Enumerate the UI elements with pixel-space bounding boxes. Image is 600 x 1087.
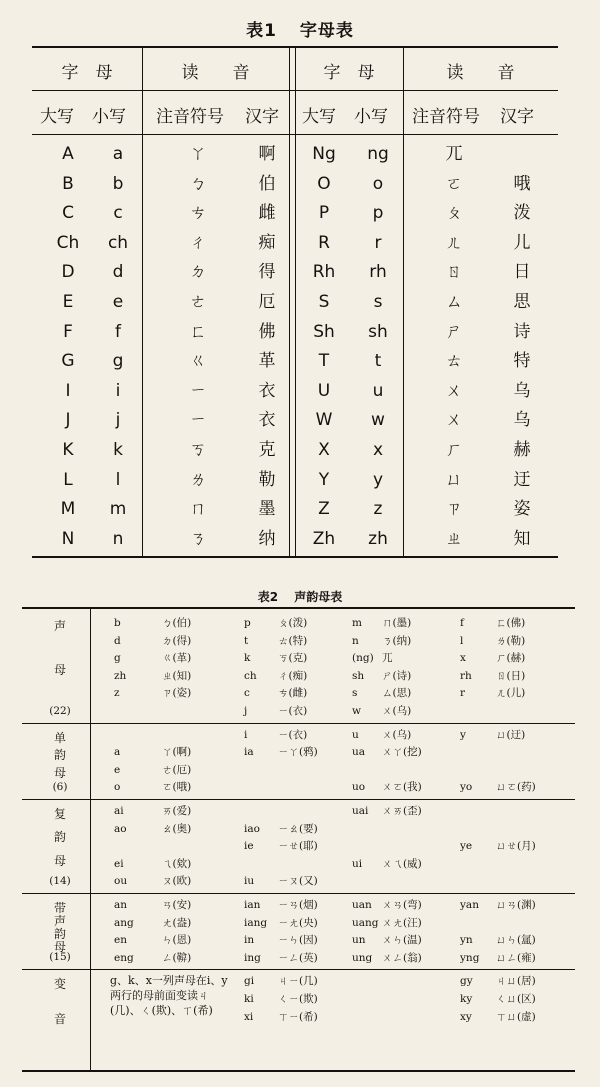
latin-letter-cell: uo [352,781,366,794]
section-3-category-char: 母 [53,940,66,955]
left-lower-cell: g [112,351,124,372]
latin-letter-cell: w [352,705,361,717]
right-zhuyin-cell: ㄫ [445,144,463,164]
left-lower-cell: j [115,410,121,431]
section-divider [22,969,575,970]
latin-letter-cell: uang [352,916,379,929]
left-zhuyin-cell: ㄎ [189,440,207,460]
left-hanzi-cell: 革 [258,351,276,372]
zhuyin-reading-cell: ㄩ(迂) [496,728,526,741]
initials-finals-table [22,607,575,1072]
right-upper-cell: T [318,351,330,372]
latin-letter-cell: ian [244,899,261,911]
zhuyin-reading-cell: ㄐㄧ(几) [278,975,318,988]
zhuyin-reading-cell: ㄒㄩ(虚) [496,1010,536,1023]
left-zhuyin-cell: ㄉ [189,262,207,283]
left-zhuyin-cell: ㄘ [189,203,207,224]
right-upper-cell: S [318,292,330,312]
left-hanzi-cell: 衣 [258,380,276,401]
latin-letter-cell: ei [114,857,124,870]
zhuyin-reading-cell: ㄒㄧ(希) [278,1010,318,1023]
section-4-category-char: 变 [53,977,66,992]
left-upper-cell: Ch [56,232,80,253]
left-upper-cell: K [62,440,74,460]
latin-letter-cell: k [244,652,251,665]
latin-letter-cell: en [114,934,127,947]
zhuyin-reading-cell: ㄡ(欧) [162,875,192,888]
section-divider [22,723,575,724]
latin-letter-cell: ie [244,840,254,853]
right-upper-cell: W [315,410,333,431]
left-upper-cell: A [62,144,74,164]
zhuyin-reading-cell: ㄎ(克) [278,652,308,665]
section-divider [22,799,575,800]
section-divider [22,893,575,894]
right-zhuyin-cell: ㄨ [445,380,463,401]
alphabet-table [32,46,558,558]
table1-title [0,16,600,41]
left-lower-cell: c [113,203,123,224]
right-hanzi-cell: 哦 [513,173,531,194]
left-upper-cell: C [62,203,74,224]
right-lower-cell: u [372,380,384,401]
left-upper-cell: J [65,410,71,431]
left-upper-cell: G [61,351,75,372]
latin-letter-cell: eng [114,951,134,964]
right-lower-cell: y [372,469,384,490]
right-lower-cell: p [372,203,384,224]
zhuyin-reading-cell: ㄨㄞ(歪) [382,805,422,817]
right-hanzi-cell: 乌 [513,380,531,401]
latin-letter-cell: p [244,617,251,629]
latin-letter-cell: ao [114,822,127,835]
right-zhuyin-cell: ㄊ [445,351,463,372]
right-lower-cell: w [371,410,385,431]
right-upper-cell: Y [318,469,330,490]
latin-letter-cell: u [352,728,359,741]
left-zhuyin-cell: ㄇ [189,499,207,520]
latin-letter-cell: iao [244,822,260,835]
left-hanzi-cell: 痴 [258,232,276,253]
zhuyin-reading-cell: ㄗ(姿) [162,687,192,700]
left-hanzi-cell: 纳 [258,528,276,549]
right-upper-cell: Sh [313,321,335,342]
section-0-category-char: 声 [53,619,66,633]
section-2-category-char: 母 [53,853,66,868]
right-zhuyin-cell: ㄏ [445,440,463,460]
latin-letter-cell: i [244,728,248,741]
left-upper-cell: I [65,380,71,401]
table2-title [0,588,600,605]
table2-top-rule [22,607,575,609]
latin-letter-cell: d [114,634,121,647]
latin-letter-cell: ia [244,746,254,759]
section-1-category-char: 单 [53,730,66,745]
latin-letter-cell: yn [460,934,473,947]
zhuyin-reading-cell: ㄣ(恩) [162,934,192,947]
right-hanzi-cell: 姿 [513,499,531,520]
right-zhuyin-cell: ㄕ [445,321,463,342]
left-lower-cell: l [115,469,121,490]
left-hanzi-cell: 啊 [258,144,276,164]
left-lower-cell: a [112,144,124,164]
right-hanzi-cell: 乌 [513,410,531,431]
header-zhuyin-right: 注音符号 [412,107,480,127]
zhuyin-reading-cell: ㄕ(诗) [382,669,412,682]
latin-letter-cell: uan [352,899,372,911]
zhuyin-reading-cell: ㄠ(奥) [162,822,192,835]
left-hanzi-cell: 厄 [258,292,276,312]
left-lower-cell: m [109,499,127,520]
latin-letter-cell: r [460,687,466,700]
right-lower-cell: zh [368,528,388,549]
right-hanzi-cell: 日 [513,262,531,283]
zhuyin-reading-cell: ㄧㄣ(因) [278,934,318,947]
zhuyin-reading-cell: ㄩㄢ(渊) [496,899,536,911]
header-upper-right: 大写 [302,107,336,127]
table2-title-text: 声韵母表 [294,590,343,604]
zhuyin-reading-cell: ㄨㄚ(挖) [382,746,422,759]
zhuyin-reading-cell: ㄧㄥ(英) [278,951,318,964]
zhuyin-reading-cell: ㄉ(得) [162,634,192,647]
zhuyin-reading-cell: ㄋ(纳) [382,634,412,647]
zhuyin-reading-cell: ㄥ(鞥) [162,951,192,964]
right-upper-cell: R [318,232,330,253]
right-lower-cell: z [373,499,383,520]
latin-letter-cell: g [114,652,121,665]
left-upper-cell: M [60,499,76,520]
right-hanzi-cell: 儿 [513,232,531,253]
left-hanzi-cell: 墨 [258,499,276,520]
zhuyin-reading-cell: ㄛ(哦) [162,781,192,794]
section-3-category-char: 声 [53,914,66,929]
left-hanzi-cell: 衣 [258,410,276,431]
zhuyin-reading-cell: ㄇ(墨) [382,617,412,629]
zhuyin-reading-cell: ㄐㄩ(居) [496,975,536,988]
header-letter-right: 字 母 [323,63,375,83]
right-upper-cell: Ng [312,144,336,164]
left-zhuyin-cell: ㄚ [189,144,207,164]
right-upper-cell: P [318,203,330,224]
zhuyin-reading-cell: ㄩㄥ(雍) [496,951,536,964]
right-lower-cell: ng [367,144,389,164]
left-upper-cell: D [61,262,75,283]
left-hanzi-cell: 伯 [258,173,276,194]
left-lower-cell: b [112,173,124,194]
left-lower-cell: e [112,292,124,312]
latin-letter-cell: a [114,746,121,759]
zhuyin-reading-cell: ㄧ(衣) [278,728,308,741]
zhuyin-reading-cell: ㄍ(革) [162,652,192,665]
latin-letter-cell: sh [352,669,365,682]
right-upper-cell: Rh [312,262,336,283]
latin-letter-cell: e [114,763,121,776]
latin-letter-cell: un [352,934,366,947]
zhuyin-reading-cell: ㄧㄚ(鸦) [278,746,318,759]
latin-letter-cell: b [114,617,121,629]
latin-letter-cell: ch [244,669,257,682]
zhuyin-reading-cell: ㄑㄩ(区) [496,993,536,1005]
zhuyin-reading-cell: ㄩㄝ(月) [496,840,536,853]
left-zhuyin-cell: ㄈ [189,321,207,342]
section-0-category-char: (22) [49,704,71,717]
table2-category-divider [90,607,91,1072]
left-upper-cell: L [63,469,73,490]
zhuyin-reading-cell: ㄧ(衣) [278,705,308,717]
latin-letter-cell: x [460,652,466,665]
left-lower-cell: n [112,528,124,549]
latin-letter-cell: ung [352,951,373,964]
zhuyin-reading-cell: ㄞ(爱) [162,805,192,817]
latin-letter-cell: ou [114,875,128,888]
latin-letter-cell: ang [114,916,134,929]
zhuyin-reading-cell: ㄢ(安) [162,899,192,911]
zhuyin-reading-cell: ㄨㄢ(弯) [382,899,422,911]
table2-title-number: 表2 [257,590,279,604]
latin-letter-cell: ki [244,993,254,1005]
zhuyin-reading-cell: ㄨㄣ(温) [382,934,422,947]
table2-bottom-rule [22,1070,575,1072]
section-2-category-char: 复 [53,807,66,821]
latin-letter-cell: yan [460,899,479,911]
zhuyin-reading-cell: ㄦ(儿) [496,687,526,700]
left-zhuyin-cell: ㄧ [189,410,207,431]
header-reading-right: 读 音 [446,63,515,83]
left-hanzi-cell: 克 [258,440,276,460]
left-hanzi-cell: 佛 [258,321,276,342]
zhuyin-reading-cell: ㄊ(特) [278,634,308,647]
zhuyin-reading-cell: ㄧㄠ(要) [278,822,318,835]
left-upper-cell: E [62,292,74,312]
zhuyin-reading-cell: ㄟ(欸) [162,857,192,870]
header-zhuyin-left: 注音符号 [156,107,224,127]
latin-letter-cell: c [244,687,250,700]
latin-letter-cell: n [352,634,359,647]
right-upper-cell: Zh [312,528,336,549]
zhuyin-reading-cell: ㄔ(痴) [278,669,308,682]
latin-letter-cell: yng [460,951,480,964]
zhuyin-reading-cell: ㄧㄤ(央) [278,916,318,929]
latin-letter-cell: (ng) [352,652,374,665]
latin-letter-cell: uai [352,805,369,817]
section-1-category-char: 母 [53,765,66,780]
zhuyin-reading-cell: ㄨ(乌) [382,705,412,717]
zhuyin-reading-cell: ㄈ(佛) [496,617,526,629]
left-upper-cell: F [63,321,73,342]
zhuyin-reading-cell: ㄖ(日) [496,669,526,682]
zhuyin-reading-cell: ㄅ(伯) [162,617,192,629]
left-lower-cell: k [113,440,123,460]
header-hanzi-left: 汉字 [245,107,279,127]
left-zhuyin-cell: ㄜ [189,292,207,312]
latin-letter-cell: gi [244,975,255,988]
latin-letter-cell: an [114,899,128,911]
latin-letter-cell: m [352,617,362,629]
right-upper-cell: U [317,380,331,401]
latin-letter-cell: yo [460,781,473,794]
zhuyin-reading-cell: ㄨㄛ(我) [382,781,422,794]
zhuyin-reading-cell: ㄑㄧ(欺) [278,993,318,1005]
section-3-category-char: 韵 [53,927,66,942]
latin-letter-cell: s [352,687,358,700]
left-hanzi-cell: 雌 [258,203,276,224]
zhuyin-reading-cell: ㄤ(盎) [162,916,192,929]
zhuyin-reading-cell: ㄨㄟ(威) [382,857,422,870]
zhuyin-reading-cell: ㄧㄢ(烟) [278,899,318,911]
latin-letter-cell: ai [114,805,124,817]
zhuyin-reading-cell: ㄩㄣ(氲) [496,934,536,947]
right-upper-cell: X [318,440,330,460]
right-zhuyin-cell: ㄛ [445,173,463,194]
section-3-category-char: 带 [53,901,66,915]
zhuyin-reading-cell: ㄆ(泼) [278,617,308,629]
section-1-category-char: 韵 [53,748,66,763]
left-lower-cell: f [115,321,121,342]
right-zhuyin-cell: ㄙ [445,292,463,312]
section-0-category-char: 母 [53,662,66,677]
right-zhuyin-cell: ㄗ [445,499,463,520]
zhuyin-reading-cell: ㄨㄤ(汪) [382,916,422,929]
latin-letter-cell: ua [352,746,366,759]
right-lower-cell: o [372,173,384,194]
latin-letter-cell: iang [244,916,268,929]
right-hanzi-cell: 赫 [513,440,531,460]
table1-title-number: 表1 [246,21,277,41]
latin-letter-cell: zh [114,669,127,682]
right-lower-cell: r [374,232,382,253]
right-zhuyin-cell: ㄖ [445,262,463,283]
section-4-category-char: 音 [53,1012,66,1027]
latin-letter-cell: gy [460,975,473,988]
left-lower-cell: ch [107,232,129,253]
right-zhuyin-cell: ㄆ [445,203,463,224]
left-lower-cell: i [115,380,121,401]
right-lower-cell: rh [369,262,387,283]
latin-letter-cell: ye [460,840,473,853]
zhuyin-reading-cell: ㄙ(思) [382,687,412,700]
right-zhuyin-cell: ㄓ [445,528,463,549]
right-hanzi-cell: 诗 [513,321,531,342]
latin-letter-cell: in [244,934,255,947]
zhuyin-reading-cell: ㄏ(赫) [496,652,526,665]
left-upper-cell: N [61,528,75,549]
zhuyin-reading-cell: ㄨ(乌) [382,728,412,741]
zhuyin-reading-cell: ㄨㄥ(翁) [382,951,422,964]
right-lower-cell: t [374,351,382,372]
right-lower-cell: s [373,292,383,312]
latin-letter-cell: l [460,634,464,647]
left-hanzi-cell: 勒 [258,469,276,490]
variant-note: g、k、x一列声母在i、y两行的母前面变读ㄐ(几)、ㄑ(欺)、ㄒ(希) [110,974,228,1018]
latin-letter-cell: o [114,781,121,794]
header-lower-right: 小写 [354,107,388,127]
right-zhuyin-cell: ㄩ [445,469,463,490]
latin-letter-cell: ui [352,857,363,870]
left-zhuyin-cell: ㄔ [189,232,207,253]
header-lower-left: 小写 [92,107,126,127]
left-zhuyin-cell: ㄅ [189,173,207,194]
zhuyin-reading-cell: ㄓ(知) [162,669,192,682]
zhuyin-reading-cell: ㄚ(啊) [162,746,192,759]
header-letter-left: 字 母 [61,63,113,83]
right-lower-cell: x [372,440,384,460]
latin-letter-cell: ky [460,993,473,1005]
zhuyin-reading-cell: ㄘ(雌) [278,687,308,700]
zhuyin-reading-cell: ㄜ(厄) [162,763,192,776]
right-hanzi-cell: 知 [513,528,531,549]
latin-letter-cell: t [244,634,249,647]
right-lower-cell: sh [368,321,388,342]
right-hanzi-cell: 特 [513,351,531,372]
right-upper-cell: Z [318,499,330,520]
left-zhuyin-cell: ㄧ [189,380,207,401]
header-hanzi-right: 汉字 [500,107,534,127]
latin-letter-cell: z [114,687,120,700]
latin-letter-cell: f [460,617,464,629]
latin-letter-cell: j [244,705,248,717]
zhuyin-reading-cell: ㄫ [382,652,393,665]
left-zhuyin-cell: ㄍ [189,351,207,372]
zhuyin-reading-cell: ㄧㄝ(耶) [278,840,318,853]
latin-letter-cell: rh [460,669,472,682]
latin-letter-cell: iu [244,875,255,888]
latin-letter-cell: ing [244,951,261,964]
right-zhuyin-cell: ㄦ [445,232,463,253]
table1-title-text: 字母表 [299,21,354,41]
right-hanzi-cell: 迂 [513,469,531,490]
latin-letter-cell: xi [244,1010,254,1023]
zhuyin-reading-cell: ㄌ(勒) [496,634,526,647]
section-1-category-char: (6) [52,781,68,793]
header-upper-left: 大写 [40,107,74,127]
right-hanzi-cell: 思 [513,292,531,312]
left-zhuyin-cell: ㄋ [189,528,207,549]
header-reading-left: 读 音 [181,63,250,83]
right-upper-cell: O [317,173,331,194]
right-zhuyin-cell: ㄨ [445,410,463,431]
latin-letter-cell: y [460,728,466,741]
zhuyin-reading-cell: ㄧㄡ(又) [278,875,318,888]
left-hanzi-cell: 得 [258,262,276,283]
section-2-category-char: (14) [49,875,71,887]
left-upper-cell: B [62,173,74,194]
zhuyin-reading-cell: ㄩㄛ(药) [496,781,536,794]
left-zhuyin-cell: ㄌ [189,469,207,490]
section-3-category-char: (15) [49,951,71,964]
latin-letter-cell: xy [460,1010,472,1023]
left-lower-cell: d [112,262,124,283]
section-2-category-char: 韵 [53,830,66,845]
right-hanzi-cell: 泼 [513,203,531,224]
